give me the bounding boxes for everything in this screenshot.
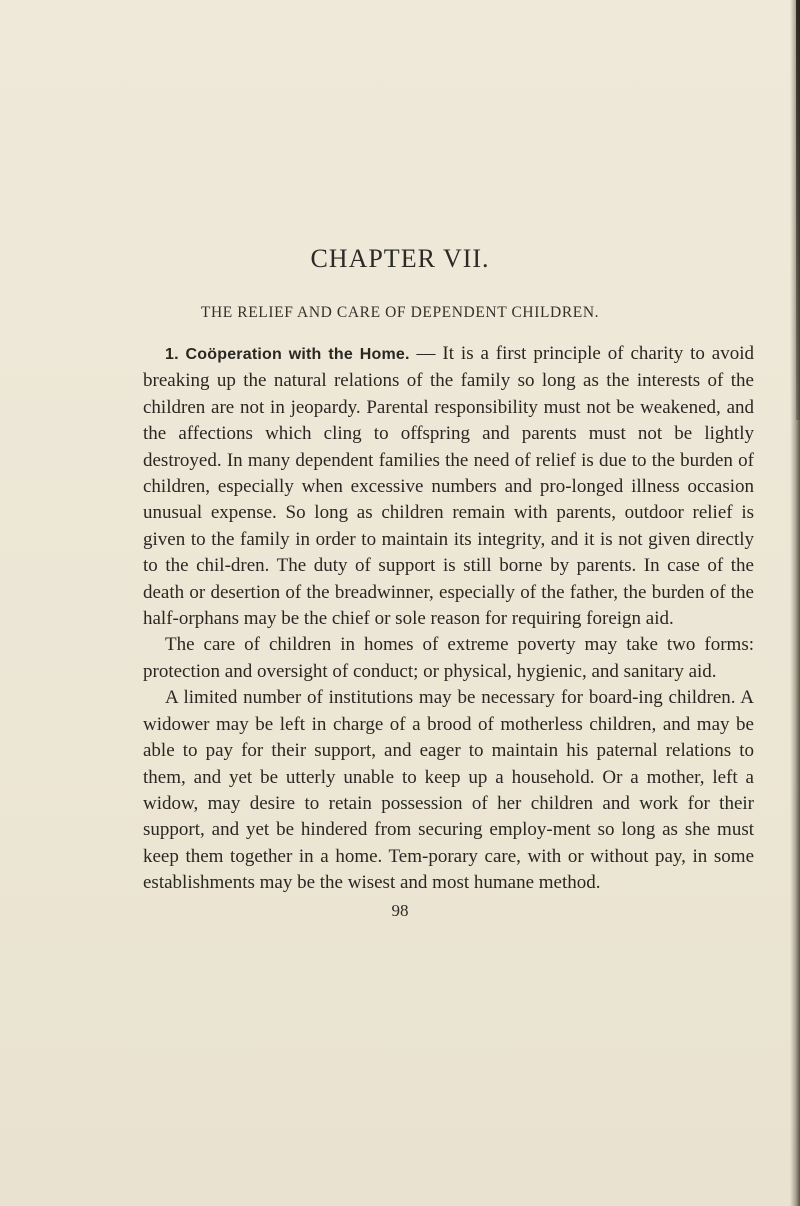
chapter-title: CHAPTER VII.: [310, 244, 490, 273]
paragraph-1-text: — It is a first principle of charity to avoid breaking up the natural relations of the family so long as the interests of the children are not in jeopardy. Parental responsibility must not be weakened, and the affections which cling to offspring and parents must not be lightly destroyed. In many dependent families the need of relief is due to the burden of children, especially when excessive numbers and pro-longed illness occasion unusual expense. So long as children remain with parents, outdoor relief is given to the family in order to maintain its integrity, and it is not given directly to the chil-dren. The duty of support is still borne by parents. In case of the death or desertion of the breadwinner, especially of the father, the burden of the half-orphans may be the chief or sole reason for requiring foreign aid.: [143, 343, 754, 630]
paragraph-heading: 1. Coöperation with the Home.: [165, 346, 410, 363]
section-title: THE RELIEF AND CARE OF DEPENDENT CHILDREN.: [200, 304, 600, 321]
paragraph-1: [143, 341, 754, 632]
page-edge-dark: [796, 0, 800, 420]
paragraph-2: The care of children in homes of extreme poverty may take two forms: protection and oversight of conduct; or physical, hygienic, and sanitary aid.: [143, 634, 754, 682]
paragraph-3: A limited number of institutions may be necessary for board-ing children. A widower may be left in charge of a brood of motherless children, and may be able to pay for their support, and eager to maintain his paternal relations to them, and yet be utterly unable to keep up a household. Or a mother, left a widow, may desire to retain possession of her children and work for their support, and yet be hindered from securing employ-ment so long as she must keep them together in a home. Tem-porary care, with or without pay, in some establishments may be the wisest and most humane method.: [143, 687, 754, 894]
page-number: 98: [391, 901, 409, 920]
body-text: [143, 341, 754, 897]
